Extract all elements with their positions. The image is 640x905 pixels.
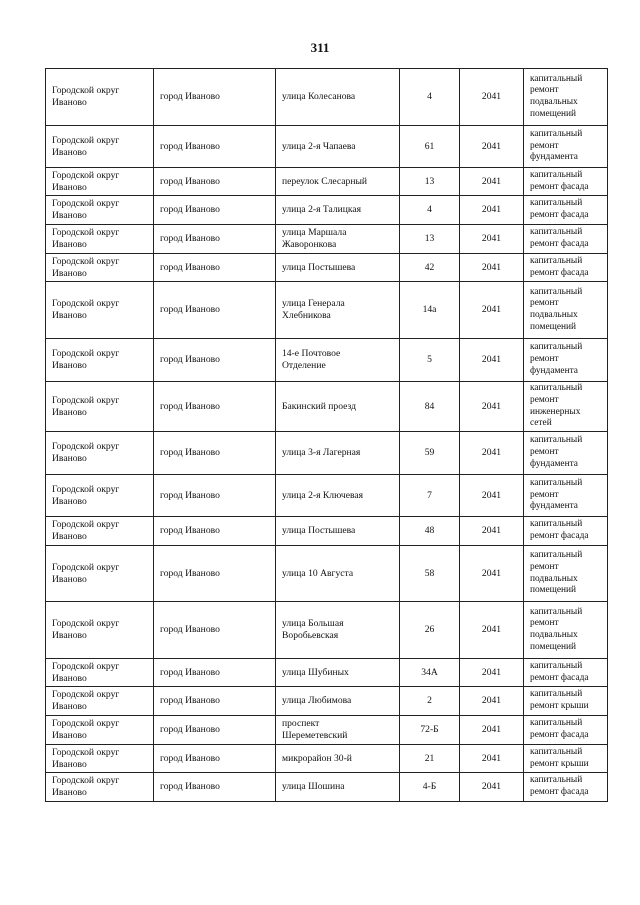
house-number-cell: 34А <box>400 659 460 687</box>
district-cell: Городской округ Иваново <box>46 254 154 282</box>
street-cell: улица Постышева <box>276 517 400 546</box>
district-cell: Городской округ Иваново <box>46 659 154 687</box>
district-cell: Городской округ Иваново <box>46 687 154 716</box>
street-cell: улица Любимова <box>276 687 400 716</box>
year-cell: 2041 <box>460 69 524 126</box>
street-cell: улица Постышева <box>276 254 400 282</box>
work-type-cell: капитальный ремонт фасада <box>524 773 608 802</box>
settlement-cell: город Иваново <box>154 687 276 716</box>
table-row <box>46 546 608 602</box>
district-cell: Городской округ Иваново <box>46 716 154 745</box>
street-cell: микрорайон 30-й <box>276 745 400 773</box>
table-row <box>46 687 608 716</box>
house-number-cell: 14а <box>400 282 460 339</box>
work-type-cell: капитальный ремонт подвальных помещений <box>524 69 608 126</box>
street-cell: улица Маршала Жаворонкова <box>276 225 400 254</box>
table-body <box>46 69 608 802</box>
district-cell: Городской округ Иваново <box>46 168 154 196</box>
work-type-cell: капитальный ремонт фасада <box>524 196 608 225</box>
district-cell: Городской округ Иваново <box>46 432 154 475</box>
street-cell: улица 2-я Ключевая <box>276 475 400 517</box>
table-row <box>46 659 608 687</box>
work-type-cell: капитальный ремонт фундамента <box>524 339 608 382</box>
work-type-cell: капитальный ремонт крыши <box>524 687 608 716</box>
work-type-cell: капитальный ремонт подвальных помещений <box>524 602 608 659</box>
settlement-cell: город Иваново <box>154 602 276 659</box>
settlement-cell: город Иваново <box>154 716 276 745</box>
house-number-cell: 59 <box>400 432 460 475</box>
work-type-cell: капитальный ремонт фундамента <box>524 432 608 475</box>
settlement-cell: город Иваново <box>154 196 276 225</box>
district-cell: Городской округ Иваново <box>46 126 154 168</box>
table-row <box>46 196 608 225</box>
house-number-cell: 4 <box>400 196 460 225</box>
settlement-cell: город Иваново <box>154 773 276 802</box>
street-cell: переулок Слесарный <box>276 168 400 196</box>
settlement-cell: город Иваново <box>154 546 276 602</box>
house-number-cell: 13 <box>400 225 460 254</box>
street-cell: улица Колесанова <box>276 69 400 126</box>
district-cell: Городской округ Иваново <box>46 225 154 254</box>
table-row <box>46 69 608 126</box>
house-number-cell: 4-Б <box>400 773 460 802</box>
work-type-cell: капитальный ремонт фасада <box>524 225 608 254</box>
work-type-cell: капитальный ремонт подвальных помещений <box>524 546 608 602</box>
work-type-cell: капитальный ремонт подвальных помещений <box>524 282 608 339</box>
street-cell: улица 10 Августа <box>276 546 400 602</box>
settlement-cell: город Иваново <box>154 69 276 126</box>
repair-schedule-table <box>45 68 608 802</box>
settlement-cell: город Иваново <box>154 126 276 168</box>
street-cell: улица 3-я Лагерная <box>276 432 400 475</box>
year-cell: 2041 <box>460 745 524 773</box>
district-cell: Городской округ Иваново <box>46 382 154 432</box>
table-row <box>46 254 608 282</box>
house-number-cell: 42 <box>400 254 460 282</box>
work-type-cell: капитальный ремонт крыши <box>524 745 608 773</box>
district-cell: Городской округ Иваново <box>46 196 154 225</box>
house-number-cell: 4 <box>400 69 460 126</box>
street-cell: улица 2-я Талицкая <box>276 196 400 225</box>
year-cell: 2041 <box>460 282 524 339</box>
house-number-cell: 72-Б <box>400 716 460 745</box>
page-number: 311 <box>310 40 330 55</box>
house-number-cell: 2 <box>400 687 460 716</box>
year-cell: 2041 <box>460 225 524 254</box>
settlement-cell: город Иваново <box>154 745 276 773</box>
year-cell: 2041 <box>460 517 524 546</box>
year-cell: 2041 <box>460 475 524 517</box>
street-cell: улица Большая Воробьевская <box>276 602 400 659</box>
house-number-cell: 84 <box>400 382 460 432</box>
settlement-cell: город Иваново <box>154 168 276 196</box>
house-number-cell: 5 <box>400 339 460 382</box>
settlement-cell: город Иваново <box>154 339 276 382</box>
table-row <box>46 745 608 773</box>
table-row <box>46 282 608 339</box>
district-cell: Городской округ Иваново <box>46 773 154 802</box>
street-cell: улица Генерала Хлебникова <box>276 282 400 339</box>
house-number-cell: 26 <box>400 602 460 659</box>
settlement-cell: город Иваново <box>154 517 276 546</box>
table-row <box>46 382 608 432</box>
settlement-cell: город Иваново <box>154 475 276 517</box>
year-cell: 2041 <box>460 432 524 475</box>
work-type-cell: капитальный ремонт фасада <box>524 168 608 196</box>
settlement-cell: город Иваново <box>154 282 276 339</box>
settlement-cell: город Иваново <box>154 659 276 687</box>
street-cell: проспект Шереметевский <box>276 716 400 745</box>
year-cell: 2041 <box>460 687 524 716</box>
house-number-cell: 58 <box>400 546 460 602</box>
house-number-cell: 7 <box>400 475 460 517</box>
street-cell: улица Шубиных <box>276 659 400 687</box>
work-type-cell: капитальный ремонт фундамента <box>524 126 608 168</box>
street-cell: улица Шошина <box>276 773 400 802</box>
house-number-cell: 48 <box>400 517 460 546</box>
work-type-cell: капитальный ремонт фасада <box>524 517 608 546</box>
year-cell: 2041 <box>460 659 524 687</box>
year-cell: 2041 <box>460 254 524 282</box>
street-cell: улица 2-я Чапаева <box>276 126 400 168</box>
table-row <box>46 168 608 196</box>
district-cell: Городской округ Иваново <box>46 602 154 659</box>
table-row <box>46 475 608 517</box>
year-cell: 2041 <box>460 716 524 745</box>
table-row <box>46 432 608 475</box>
year-cell: 2041 <box>460 773 524 802</box>
street-cell: Бакинский проезд <box>276 382 400 432</box>
year-cell: 2041 <box>460 602 524 659</box>
table-row <box>46 716 608 745</box>
year-cell: 2041 <box>460 168 524 196</box>
year-cell: 2041 <box>460 546 524 602</box>
year-cell: 2041 <box>460 196 524 225</box>
year-cell: 2041 <box>460 126 524 168</box>
table-row <box>46 602 608 659</box>
table-row <box>46 517 608 546</box>
table-row <box>46 339 608 382</box>
work-type-cell: капитальный ремонт фасада <box>524 716 608 745</box>
settlement-cell: город Иваново <box>154 254 276 282</box>
year-cell: 2041 <box>460 339 524 382</box>
district-cell: Городской округ Иваново <box>46 546 154 602</box>
house-number-cell: 61 <box>400 126 460 168</box>
district-cell: Городской округ Иваново <box>46 517 154 546</box>
work-type-cell: капитальный ремонт фасада <box>524 254 608 282</box>
district-cell: Городской округ Иваново <box>46 339 154 382</box>
settlement-cell: город Иваново <box>154 382 276 432</box>
district-cell: Городской округ Иваново <box>46 475 154 517</box>
work-type-cell: капитальный ремонт фасада <box>524 659 608 687</box>
table-row <box>46 126 608 168</box>
table-row <box>46 773 608 802</box>
table-row <box>46 225 608 254</box>
district-cell: Городской округ Иваново <box>46 282 154 339</box>
street-cell: 14-е Почтовое Отделение <box>276 339 400 382</box>
house-number-cell: 13 <box>400 168 460 196</box>
settlement-cell: город Иваново <box>154 225 276 254</box>
year-cell: 2041 <box>460 382 524 432</box>
district-cell: Городской округ Иваново <box>46 745 154 773</box>
work-type-cell: капитальный ремонт инженерных сетей <box>524 382 608 432</box>
work-type-cell: капитальный ремонт фундамента <box>524 475 608 517</box>
district-cell: Городской округ Иваново <box>46 69 154 126</box>
settlement-cell: город Иваново <box>154 432 276 475</box>
house-number-cell: 21 <box>400 745 460 773</box>
